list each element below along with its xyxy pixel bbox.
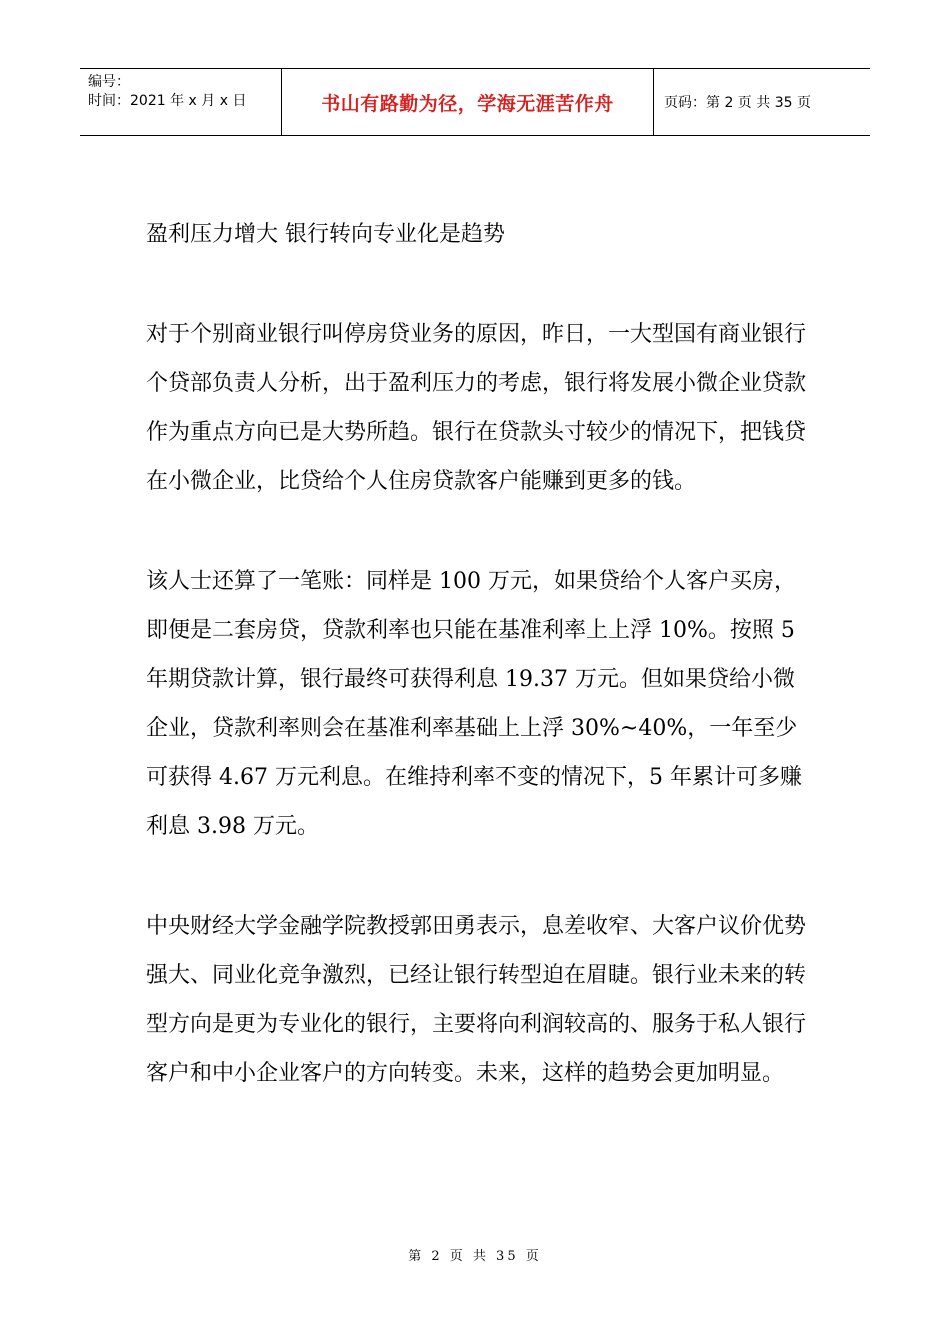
article-title: 盈利压力增大 银行转向专业化是趋势 — [146, 222, 505, 247]
page-footer: 第 2 页 共 35 页 — [408, 1249, 542, 1264]
doc-date-label: 时间：2021 年 x 月 x 日 — [88, 93, 247, 109]
paragraph-1: 对于个别商业银行叫停房贷业务的原因，昨日，一大型国有商业银行个贷部负责人分析，出于盈利压力的考虑，银行将发展小微企业贷款作为重点方向已是大势所趋。银行在贷款头寸较少的情况下，把钱贷在小微企业，比贷给个人住房贷款客户能赚到更多的钱。 — [146, 322, 807, 494]
header-meta — [80, 69, 282, 135]
paragraph-3: 中央财经大学金融学院教授郭田勇表示，息差收窄、大客户议价优势强大、同业化竞争激烈，已经让银行转型迫在眉睫。银行业未来的转型方向是更为专业化的银行，主要将向利润较高的、服务于私人银行客户和中小企业客户的方向转变。未来，这样的趋势会更加明显。 — [146, 914, 807, 1086]
page-header — [80, 68, 870, 136]
document-body — [146, 210, 806, 1149]
paragraph-2: 该人士还算了一笔账：同样是 100 万元，如果贷给个人客户买房，即便是二套房贷，贷款利率也只能在基准利率上上浮 10%。按照 5 年期贷款计算，银行最终可获得利息 19.37 万元。但如果贷给小微企业，贷款利率则会在基准利率基础上上浮 30%~40%，一年至少可获得 4.67 万元利息。在维持利率不变的情况下，5 年累计可多赚利息 3.98 万元。 — [146, 569, 802, 839]
header-page-info: 页码：第 2 页 共 35 页 — [664, 95, 811, 111]
header-motto: 书山有路勤为径，学海无涯苦作舟 — [282, 69, 654, 135]
doc-number-label: 编号： — [88, 74, 130, 90]
